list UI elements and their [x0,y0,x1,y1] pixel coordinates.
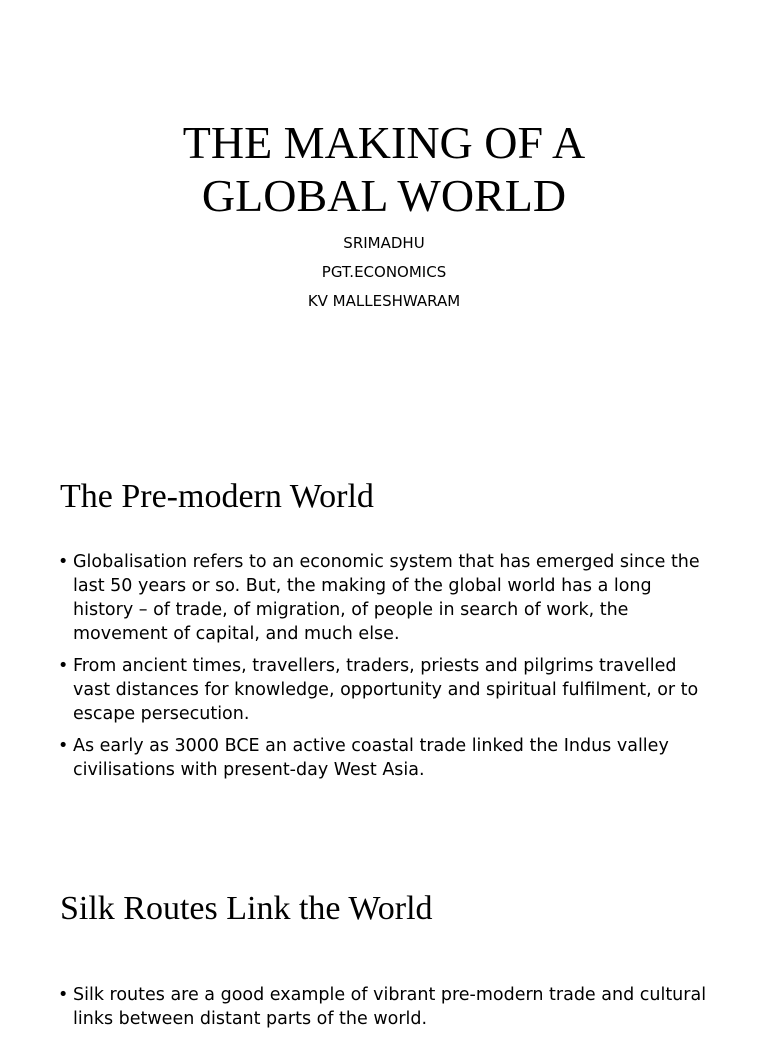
content-slide-pre-modern-world [0,432,768,864]
bullet-dot-icon: • [58,656,69,676]
bullet-dot-icon: • [58,736,69,756]
author-designation: PGT.ECONOMICS [321,263,447,281]
slide-heading: Silk Routes Link the World [60,890,433,927]
title-line-1: THE MAKING OF A [182,117,586,168]
bullet-text: From ancient times, travellers, traders, priests and pilgrims travelled vast distances for knowledge, opportunity and spiritual fulfilment, or to escape persecution. [73,656,699,724]
bullet-item [58,550,708,646]
slide-heading: The Pre-modern World [60,478,374,515]
title-slide [0,0,768,432]
title-line-2: GLOBAL WORLD [201,170,567,221]
presentation-subtitle [0,229,768,316]
bullet-item [58,654,708,726]
bullet-list [58,550,708,790]
presentation-title [0,116,768,222]
author-school: KV MALLESHWARAM [307,292,461,310]
bullet-text: Silk routes are a good example of vibrant pre-modern trade and cultural links between distant parts of the world. [73,985,707,1029]
bullet-item [58,734,708,782]
bullet-text: As early as 3000 BCE an active coastal trade linked the Indus valley civilisations with present-day West Asia. [73,736,669,780]
bullet-dot-icon: • [58,552,69,572]
content-slide-silk-routes [0,864,768,1029]
bullet-text: Globalisation refers to an economic system that has emerged since the last 50 years or so. But, the making of the global world has a long history – of trade, of migration, of people in search of work, the movement of capital, and much else. [73,552,700,644]
author-name: SRIMADHU [343,234,425,252]
bullet-dot-icon: • [58,985,69,1005]
bullet-list [58,983,708,1039]
